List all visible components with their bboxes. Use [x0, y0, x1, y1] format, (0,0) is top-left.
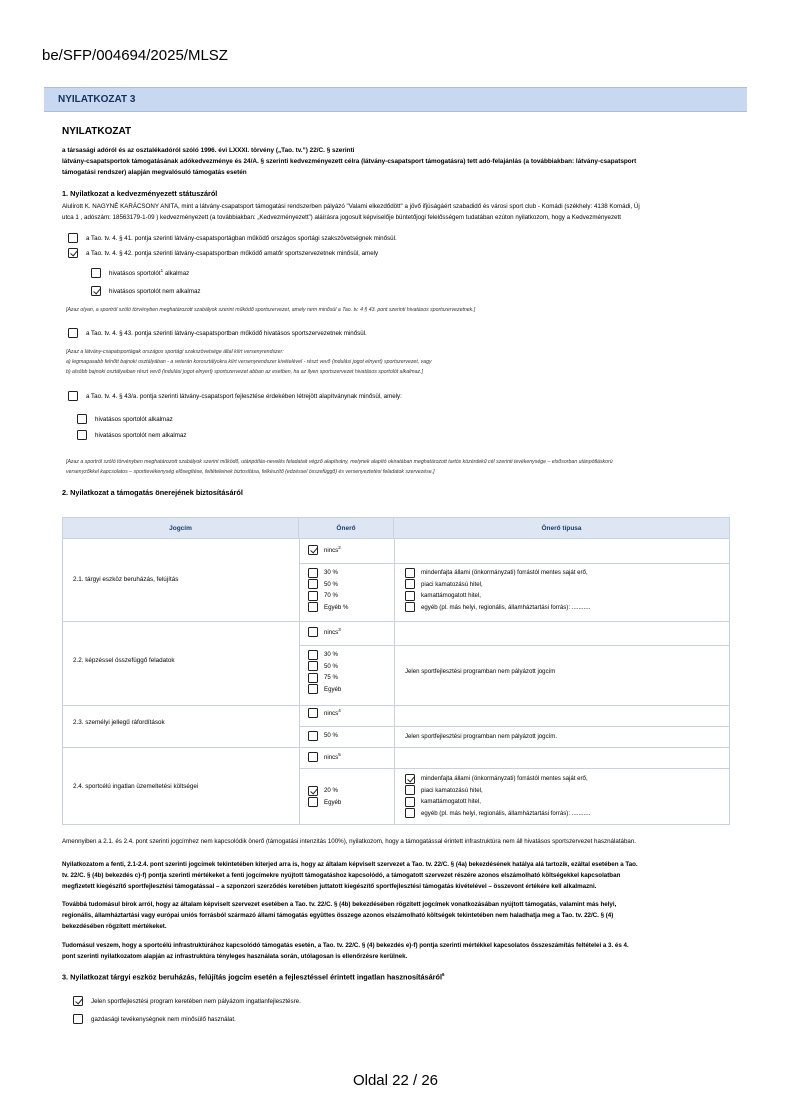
option-b1-text: hivatásos sportolót [109, 270, 161, 278]
type-checkbox[interactable] [405, 579, 415, 589]
nincs-text: nincs [324, 547, 339, 555]
onero-checkbox[interactable] [308, 568, 318, 578]
note-c [66, 347, 432, 377]
option-a[interactable] [68, 233, 397, 243]
table-row-divider [63, 705, 729, 706]
table-subrow-divider [299, 768, 729, 769]
note-c-line: a) legmagasabb felnőtt bajnoki osztályában - a veterán korosztályokra kiírt versenyrendszer kivételével - részt vevő (indulási jogot elnyert) sportszervezet, vagy [66, 359, 432, 365]
table-header-jogcim: Jogcím [63, 518, 299, 539]
onero-checkbox[interactable] [308, 786, 318, 796]
table-row-label: 2.1. tárgyi eszköz beruházás, felújítás [73, 576, 179, 583]
nincs-checkbox[interactable] [308, 708, 318, 718]
type-checkbox[interactable] [405, 797, 415, 807]
note-d [66, 457, 613, 477]
option-d-label: a Tao. tv. 4. § 43/a. pontja szerinti látvány-csapatsport fejlesztése érdekében létrejött alapítványnak minősül, amely: [86, 392, 402, 400]
nincs-label [324, 752, 341, 761]
paragraph-line: Nyilatkozatom a fenti, 2.1-2.4. pont szerinti jogcímek tekintetében kiterjed arra is, hogy az általam képviselt szervezet a Tao. tv. 22/C. § (4a) bekezdésének hatálya alá tartozik, ezáltal esetében a Tao. [62, 861, 638, 868]
paragraph-line: Tudomásul veszem, hogy a sportcélú infrastruktúrához kapcsolódó támogatás esetén, a Tao. tv. 22/C. § (4) bekezdés e)-f) pontja szerinti mértékkel kapcsolatos összeszámítás feltételei a 3. és 4. [62, 942, 629, 949]
option-a-label: a Tao. tv. 4. § 41. pontja szerinti látvány-csapatsportágban működő országos sportági szakszövetségnek minősül. [86, 234, 397, 242]
onero-label: 20 % [324, 787, 338, 795]
type-label: egyéb (pl. más helyi, regionális, államháztartási forrás): ........... [421, 603, 591, 611]
option-c-checkbox[interactable] [68, 328, 78, 338]
section-3-option-a[interactable] [73, 996, 301, 1006]
table-subrow-divider [299, 645, 729, 646]
type-label: mindenfajta állami (önkormányzati) forrástól mentes saját erő, [421, 775, 588, 783]
type-checkbox[interactable] [405, 568, 415, 578]
type-text: Jelen sportfejlesztési programban nem pályázott jogcím [405, 668, 556, 675]
nincs-text: nincs [324, 754, 339, 762]
onero-label: Egyéb [324, 798, 342, 806]
table-divider [394, 539, 395, 825]
onero-label: 50 % [324, 662, 338, 670]
option-d1[interactable] [77, 414, 173, 424]
onero-nincs[interactable] [308, 751, 341, 763]
onero-checkbox[interactable] [308, 650, 318, 660]
onero-nincs[interactable] [308, 626, 341, 638]
option-c-label: a Tao. tv. 4. § 43. pontja szerinti látvány-csapatsportban működő hivatásos sportszervezetnek minősül. [86, 329, 367, 337]
table-row-label: 2.4. sportcélú ingatlan üzemeltetési költségei [73, 783, 199, 790]
option-b1[interactable] [91, 268, 189, 278]
declaration-paragraph-3 [62, 940, 732, 962]
type-label: kamattámogatott hitel, [421, 592, 481, 600]
paragraph-line: regionális, államháztartási vagy európai uniós forrásból származó állami támogatás együttes összege azonos elszámolható költségek tekintetében nem haladhatja meg a Tao. tv. 22/C. § (4) [62, 912, 614, 919]
table-header-onero-tipusa: Önerő típusa [394, 518, 729, 539]
type-label: piaci kamatozású hitel, [421, 786, 483, 794]
onero-label: 50 % [324, 732, 338, 740]
section-header-bar [44, 87, 747, 112]
option-b1-checkbox[interactable] [91, 268, 101, 278]
section-3-title-text: 3. Nyilatkozat tárgyi eszköz beruházás, felújítás jogcím esetén a fejlesztéssel érintett ingatlan hasznosításáról [62, 972, 442, 982]
option-d2[interactable] [77, 430, 186, 440]
onero-label: 30 % [324, 569, 338, 577]
section-3-title [62, 972, 445, 981]
onero-checkbox[interactable] [308, 579, 318, 589]
option-b[interactable] [68, 248, 378, 258]
nincs-checkbox[interactable] [308, 752, 318, 762]
paragraph-line: tv. 22/C. § (4b) bekezdés c)-f) pontja szerinti mértékeket a fenti jogcímekre nyújtott támogatáshoz kapcsolódó, a támogatott szervezet részére azonos elszámolható költségekkel kapcsolatban [62, 872, 621, 879]
section-3-option-a-label: Jelen sportfejlesztési program keretében nem pályázom ingatlanfejlesztésre. [91, 997, 301, 1005]
onero-options [308, 785, 341, 808]
onero-label: 50 % [324, 580, 338, 588]
declaration-paragraph-2 [62, 899, 732, 932]
note-d-line: [Azaz a sportról szóló törvényben meghatározott szabályok szerint működő, utánpótlás-nevelés feladatait végző alapítvány, melynek alapító okiratában meghatározott tartós közérdekű cél szerinti tevékenysége – elsősorban utánpótláskorú [66, 459, 613, 465]
onero-label: Egyéb % [324, 603, 349, 611]
type-checkbox[interactable] [405, 774, 415, 784]
option-b1-label [109, 268, 189, 277]
section-3-option-b-checkbox[interactable] [73, 1014, 83, 1024]
nincs-label [324, 545, 341, 554]
note-d-line: versenyzőkkel kapcsolatos – sporttevékenység elősegítése, feltételeinek biztosítása, felkészítő (edzéssel összefüggő) és versenyeztetési feladatok szervezése.] [66, 469, 435, 475]
nincs-label [324, 708, 341, 717]
onero-type-options [405, 773, 590, 819]
onero-checkbox[interactable] [308, 591, 318, 601]
onero-checkbox[interactable] [308, 602, 318, 612]
type-checkbox[interactable] [405, 808, 415, 818]
section-3-option-b-label: gazdasági tevékenységnek nem minősülő használat. [91, 1015, 236, 1023]
note-c-line: b) alsóbb bajnoki osztályaiban részt vevő (indulási jogot elnyert) sportszervezet abban az esetben, ha az ilyen sportszervezet hivatásos sportolót alkalmaz.] [66, 369, 423, 375]
onero-options [308, 567, 348, 613]
type-checkbox[interactable] [405, 602, 415, 612]
footnote-marker: 4 [338, 708, 341, 714]
footnote-marker: 2 [338, 545, 341, 551]
onero-options [308, 730, 338, 742]
option-d1-checkbox[interactable] [77, 414, 87, 424]
document-id: be/SFP/004694/2025/MLSZ [42, 47, 228, 64]
type-checkbox[interactable] [405, 785, 415, 795]
table-divider [299, 539, 300, 825]
option-b-checkbox[interactable] [68, 248, 78, 258]
onero-checkbox[interactable] [308, 661, 318, 671]
intro-text [62, 145, 732, 178]
after-table-text: Amennyiben a 2.1. és 2.4. pont szerinti jogcímhez nem kapcsolódik önerő (támogatási intenzitás 100%), nyilatkozom, hogy a támogatással érintett infrastruktúra nem áll hivatásos sportszervezet használatában. [62, 838, 637, 845]
table-subrow-divider [299, 726, 729, 727]
footnote-marker: 5 [338, 752, 341, 758]
option-b2[interactable] [91, 286, 200, 296]
declaration-paragraph-1 [62, 859, 732, 892]
onero-nincs[interactable] [308, 707, 341, 719]
paragraph-line: pont szerinti nyilatkozatom alapján az infrastruktúra tényleges használata során, utólagosan is ellenőrzésre kerülnek. [62, 953, 408, 960]
table-row-label: 2.3. személyi jellegű ráfordítások [73, 719, 165, 726]
section-1-text-line: Alulírott K. NAGYNÉ KARÁCSONY ANITA, mint a látvány-csapatsport támogatási rendszerben pályázó "Valami elkezdődött" a jövő ifjúságáért szabadidő és városi sport club - Komádi (székhely: 4138 Komádi, Új [62, 203, 640, 210]
section-1-text-line: utca 1 , adószám: 18563179-1-09 ) kedvezményezett (a továbbiakban: „Kedvezményezett”) aláírásra jogosult képviselője büntetőjogi felelősségem tudatában ezúton nyilatkozom, hogy a Kedvezményezett [62, 214, 621, 221]
main-heading: NYILATKOZAT [62, 126, 132, 137]
onero-label: Egyéb [324, 685, 342, 693]
note-b: [Azaz olyan, a sportról szóló törvényben meghatározott szabályok szerint működő sportszervezet, amely nem minősül a Tao. tv. 4 § 43. pont szerinti hivatásos sportszervezetnek.] [66, 307, 476, 313]
option-b2-label: hivatásos sportolót nem alkalmaz [109, 287, 201, 295]
option-d1-label: hivatásos sportolót alkalmaz [95, 415, 173, 423]
type-checkbox[interactable] [405, 591, 415, 601]
option-d-checkbox[interactable] [68, 391, 78, 401]
option-a-checkbox[interactable] [68, 233, 78, 243]
type-text: Jelen sportfejlesztési programban nem pályázott jogcím. [405, 733, 558, 740]
section-1-title: 1. Nyilatkozat a kedvezményezett státuszáról [62, 189, 218, 198]
type-label: mindenfajta állami (önkormányzati) forrástól mentes saját erő, [421, 569, 588, 577]
note-c-line: [Azaz a látvány-csapatsportágak országos sportági szakszövetsége által kiírt versenyrendszer: [66, 349, 284, 355]
paragraph-line: Továbbá tudomásul bírok arról, hogy az általam képviselt szervezet esetében a Tao. tv. 22/C. § (4b) bekezdésében rögzített jogcímek vonatkozásában nyújtott támogatás, valamint más helyi, [62, 901, 617, 908]
option-b-label: a Tao. tv. 4. § 42. pontja szerinti látvány-csapatsportban működő amatőr sportszervezetnek minősül, amely [86, 249, 379, 257]
onero-nincs[interactable] [308, 544, 341, 556]
onero-checkbox[interactable] [308, 673, 318, 683]
paragraph-line: bekezdésében rögzített mértékeket. [62, 923, 167, 930]
table-header-onero: Önerő [299, 518, 394, 539]
type-label: egyéb (pl. más helyi, regionális, államháztartási forrás): ........... [421, 809, 591, 817]
self-contribution-table [62, 517, 730, 825]
paragraph-line: megfizetett kiegészítő sportfejlesztési támogatással – a szponzori szerződés keretében juttatott kiegészítő sportfejlesztési támogatás kivételével – összevont értékére kell alkalmazni. [62, 883, 597, 890]
onero-label: 75 % [324, 674, 338, 682]
section-title: NYILATKOZAT 3 [58, 94, 136, 105]
onero-checkbox[interactable] [308, 731, 318, 741]
option-d[interactable] [68, 391, 402, 401]
page-number: Oldal 22 / 26 [352, 1072, 439, 1089]
section-2-title: 2. Nyilatkozat a támogatás önerejének biztosításáról [62, 488, 243, 497]
onero-label: 70 % [324, 592, 338, 600]
nincs-text: nincs [324, 629, 339, 637]
onero-checkbox[interactable] [308, 684, 318, 694]
footnote-marker: 3 [338, 627, 341, 633]
option-c[interactable] [68, 328, 367, 338]
onero-options [308, 649, 341, 695]
intro-line: támogatási rendszer) alapján megvalósuló támogatás esetén [62, 169, 247, 176]
option-b1-text-rest: alkalmaz [163, 270, 190, 278]
intro-line: a társasági adóról és az osztalékadóról szóló 1996. évi LXXXI. törvény („Tao. tv.”) 22/C. § szerinti [62, 147, 355, 154]
nincs-checkbox[interactable] [308, 545, 318, 555]
onero-type-options [405, 567, 590, 613]
nincs-label [324, 627, 341, 636]
intro-line: látvány-csapatsportok támogatásának adókedvezménye és 24/A. § szerinti kedvezményezett célra (látvány-csapatsport támogatásra) tett adó-felajánlás (a továbbiakban: látvány-csapatsport [62, 158, 637, 165]
onero-label: 30 % [324, 651, 338, 659]
onero-checkbox[interactable] [308, 797, 318, 807]
section-3-option-b[interactable] [73, 1014, 236, 1024]
footnote-marker: 1 [160, 268, 164, 274]
option-b2-checkbox[interactable] [91, 286, 101, 296]
option-d2-label: hivatásos sportolót nem alkalmaz [95, 431, 187, 439]
table-row-divider [63, 621, 729, 622]
nincs-text: nincs [324, 710, 339, 718]
table-row-divider [63, 747, 729, 748]
type-label: piaci kamatozású hitel, [421, 580, 483, 588]
footnote-marker: 6 [441, 972, 445, 977]
section-1-text [62, 201, 734, 223]
section-3-option-a-checkbox[interactable] [73, 996, 83, 1006]
type-label: kamattámogatott hitel, [421, 798, 481, 806]
nincs-checkbox[interactable] [308, 627, 318, 637]
table-row-label: 2.2. képzéssel összefüggő feladatok [73, 657, 175, 664]
option-d2-checkbox[interactable] [77, 430, 87, 440]
table-subrow-divider [299, 563, 729, 564]
